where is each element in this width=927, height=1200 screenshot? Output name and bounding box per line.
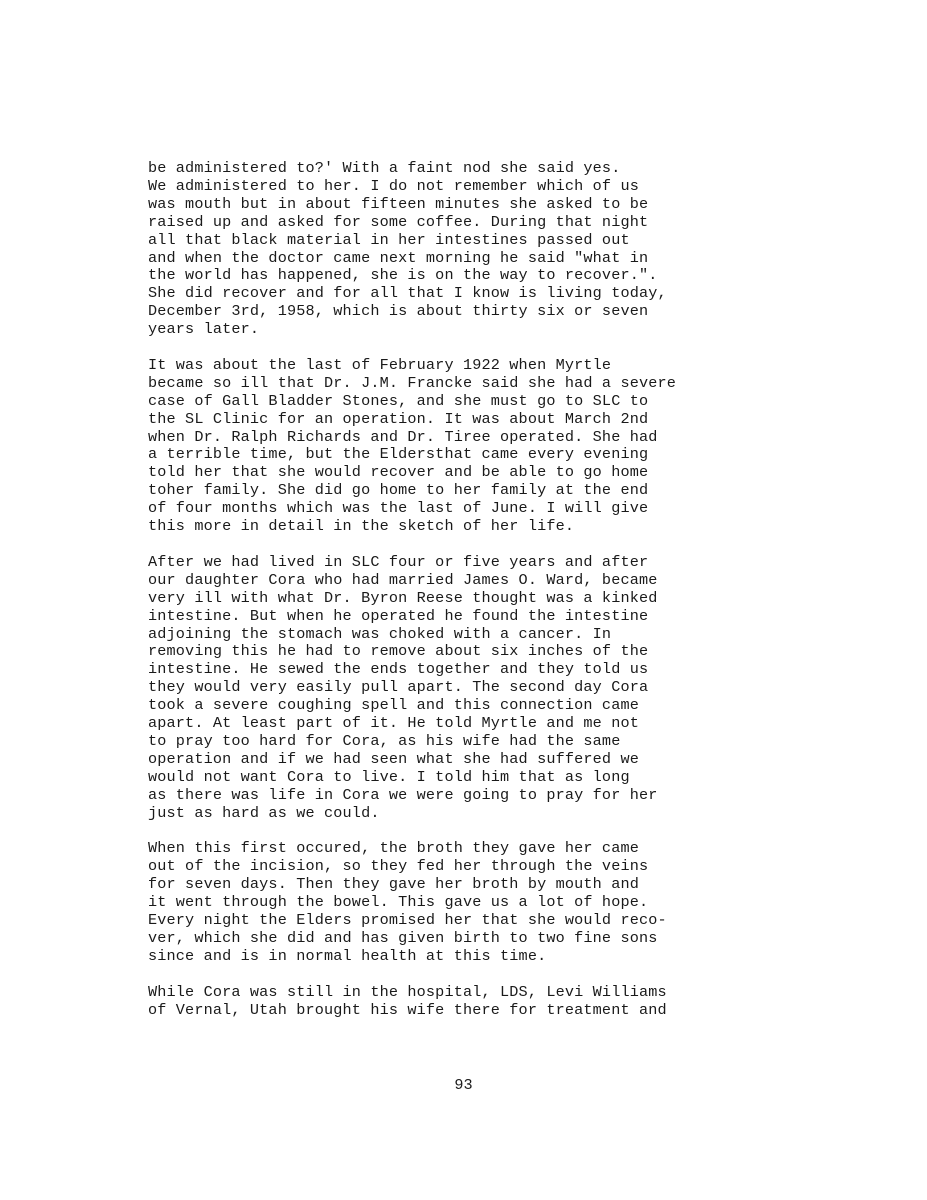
text-line: While Cora was still in the hospital, LDS, Levi Williams (148, 982, 667, 1001)
text-line: operation and if we had seen what she had suffered we (148, 749, 639, 768)
text-line: was mouth but in about fifteen minutes she asked to be (148, 194, 649, 213)
text-line: years later. (148, 320, 260, 339)
text-line: of four months which was the last of June. I will give (148, 499, 649, 518)
text-line: After we had lived in SLC four or five years and after (148, 552, 649, 571)
text-line: told her that she would recover and be able to go home (148, 463, 649, 482)
text-line: to pray too hard for Cora, as his wife had the same (148, 731, 621, 750)
text-line: She did recover and for all that I know is living today, (148, 284, 667, 303)
text-line: became so ill that Dr. J.M. Francke said she had a severe (148, 373, 677, 392)
text-line: It was about the last of February 1922 when Myrtle (148, 355, 612, 374)
text-line: toher family. She did go home to her family at the end (148, 481, 649, 500)
page-number: 93 (454, 1076, 473, 1094)
text-line: very ill with what Dr. Byron Reese thought was a kinked (148, 588, 658, 607)
text-line: out of the incision, so they fed her through the veins (148, 857, 649, 876)
text-line: of Vernal, Utah brought his wife there for treatment and (148, 1000, 667, 1019)
paragraph (148, 554, 888, 823)
text-line: they would very easily pull apart. The second day Cora (148, 678, 649, 697)
text-line: would not want Cora to live. I told him that as long (148, 767, 630, 786)
paragraph (148, 160, 888, 339)
text-line: We administered to her. I do not remember which of us (148, 176, 639, 195)
text-line: the SL Clinic for an operation. It was about March 2nd (148, 409, 649, 428)
text-line: took a severe coughing spell and this connection came (148, 696, 639, 715)
text-line: as there was life in Cora we were going to pray for her (148, 785, 658, 804)
text-line: when Dr. Ralph Richards and Dr. Tiree operated. She had (148, 427, 658, 446)
text-line: removing this he had to remove about six inches of the (148, 642, 649, 661)
text-line: Every night the Elders promised her that she would reco- (148, 911, 667, 930)
text-line: raised up and asked for some coffee. During that night (148, 212, 649, 231)
text-line: just as hard as we could. (148, 803, 380, 822)
text-line: adjoining the stomach was choked with a cancer. In (148, 624, 612, 643)
text-line: and when the doctor came next morning he said "what in (148, 248, 649, 267)
text-line: apart. At least part of it. He told Myrtle and me not (148, 714, 639, 733)
text-line: ver, which she did and has given birth to two fine sons (148, 928, 658, 947)
text-line: December 3rd, 1958, which is about thirty six or seven (148, 302, 649, 321)
body-text (148, 160, 888, 1027)
text-line: intestine. He sewed the ends together and they told us (148, 660, 649, 679)
text-line: this more in detail in the sketch of her life. (148, 517, 575, 536)
text-line: for seven days. Then they gave her broth by mouth and (148, 875, 639, 894)
text-line: the world has happened, she is on the way to recover.". (148, 266, 658, 285)
text-line: When this first occured, the broth they gave her came (148, 839, 639, 858)
text-line: since and is in normal health at this time. (148, 946, 547, 965)
text-line: all that black material in her intestines passed out (148, 230, 630, 249)
text-line: case of Gall Bladder Stones, and she must go to SLC to (148, 391, 649, 410)
text-line: intestine. But when he operated he found the intestine (148, 606, 649, 625)
text-line: a terrible time, but the Eldersthat came every evening (148, 445, 649, 464)
paragraph (148, 840, 888, 965)
paragraph (148, 357, 888, 536)
paragraph (148, 984, 888, 1020)
text-line: our daughter Cora who had married James O. Ward, became (148, 570, 658, 589)
text-line: it went through the bowel. This gave us a lot of hope. (148, 893, 649, 912)
text-line: be administered to?' With a faint nod she said yes. (148, 159, 621, 177)
